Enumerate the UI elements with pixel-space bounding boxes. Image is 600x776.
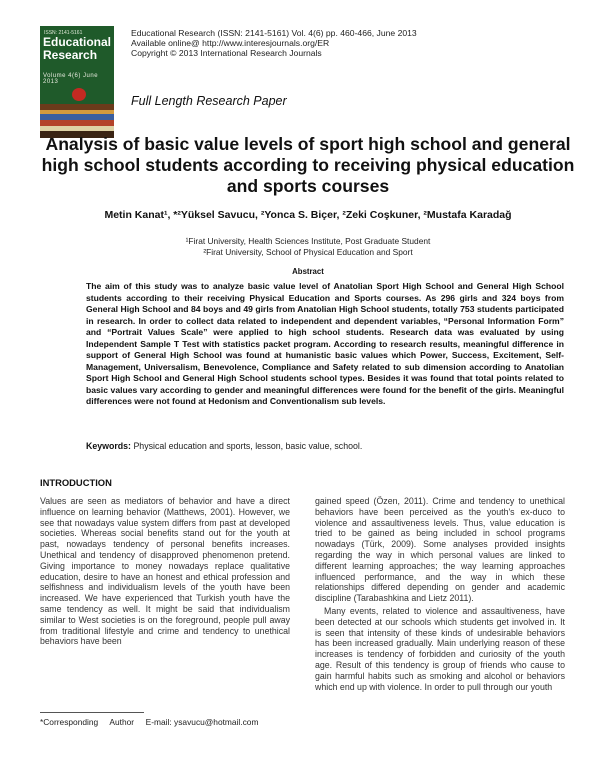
citation-line: Educational Research (ISSN: 2141-5161) Vol. 4(6) pp. 460-466, June 2013 (131, 28, 417, 38)
paragraph: Many events, related to violence and assaultiveness, have been detected at our schools which students get involved in. It is seen that intensity of these kinds of undesirable behaviors has been increased gradually. Main underlying reason of these increases is tendency of forbidden and curiosity of the youth age. Result of this tendency is group of friends who cause to gain harmful habits such as smoking and alcohol or behaviors which end up with violence. In order to pull through our youth (315, 605, 565, 692)
books-icon (40, 104, 114, 138)
available-online-line: Available online@ http://www.interesjournals.org/ER (131, 38, 330, 48)
journal-cover-image (40, 26, 114, 138)
affiliations (40, 236, 576, 258)
cover-issn: ISSN: 2141-5161 (44, 30, 83, 36)
keywords (86, 441, 564, 451)
footnote-divider (40, 712, 144, 713)
affiliation-1: ¹Firat University, Health Sciences Institute, Post Graduate Student (185, 236, 431, 246)
abstract-heading: Abstract (292, 267, 324, 276)
keywords-label: Keywords: (86, 441, 131, 451)
copyright-line: Copyright © 2013 International Research Journals (131, 48, 322, 58)
author-list: Metin Kanat¹, *²Yüksel Savucu, ²Yonca S. Biçer, ²Zeki Coşkuner, ²Mustafa Karadağ (104, 209, 512, 221)
paragraph: Values are seen as mediators of behavior and have a direct influence on learning behavior (Matthews, 2001). However, we see that nowadays value system differs from past at developed societies. Whereas social benefits stand out for the youth at past, nowadays tendency of personal benefits increases. Unethical and tendency of disapproved phenomenon pretend. Giving importance to money nowadays replace qualitative education, desire to have an honest and ethical profession and selfishness and individualism levels of the youth have been increased. We have experienced that Turkish youth have the same tendency as well. It might be said that individualism similar to West societies is on the foreground, people pull away from traditional lifestyle and crime and tendency to unethical behaviors have been (40, 496, 290, 647)
keywords-text: Physical education and sports, lesson, basic value, school. (133, 441, 363, 451)
corresponding-author-footnote: *Corresponding Author E-mail: ysavucu@hotmail.com (40, 717, 259, 727)
paper-type: Full Length Research Paper (131, 94, 287, 108)
paper-title: Analysis of basic value levels of sport high school and general high school students according to receiving physical education and sports courses (41, 134, 575, 196)
apple-icon (72, 88, 86, 101)
paragraph: gained speed (Özen, 2011). Crime and tendency to unethical behaviors have been perceived as the youth's ex-duco to violence and assaultiveness levels. Thus, value education is tried to be gained as being included in school programs nowadays (Türk, 2009). Some analyses provided insights regarding the way in which personal values are linked to different learning approaches; the way learning approaches influenced performance, and the way in which these relationships differed depending on gender and academic discipline (Tarabashkina and Lietz 2011). (315, 496, 565, 604)
cover-title-line2: Research (43, 48, 98, 62)
abstract-body: The aim of this study was to analyze basic value level of Anatolian Sport High School and General High School students according to their receiving Physical Education and Sports courses. As 296 girls and 324 boys from General High School and 84 boys and 49 girls from Anatolian High School students, totally 753 students participated in research. In order to collect data related to independent and dependent variables, “Personal Information Form” and “Portrait Values Scale” were applied to high school students. Research data was evaluated by using Independent Sample T Test with statistics packet program. According to research results, meaningful difference in support of General High School was found at humanistic basic values which Power, Success, Excitement, Self-Management, Universalism, Benevolence, Compliance and Safety related to sub dimension according to Anatolian Sport High School and General High School students school types. Besides it was found that total points related to basic values vary according to gender and meaningful differences were found for the benefit of the girls. Meaningful differences were not found at Hedonism and Conventionalism sub levels. (86, 281, 564, 406)
cover-journal-title (43, 36, 111, 62)
cover-title-line1: Educational (43, 35, 112, 49)
introduction-heading: INTRODUCTION (40, 477, 112, 488)
affiliation-2: ²Firat University, School of Physical Education and Sport (203, 247, 413, 257)
right-column (315, 496, 565, 694)
cover-volume: Volume 4(6) June 2013 (43, 73, 99, 85)
left-column (40, 496, 290, 649)
